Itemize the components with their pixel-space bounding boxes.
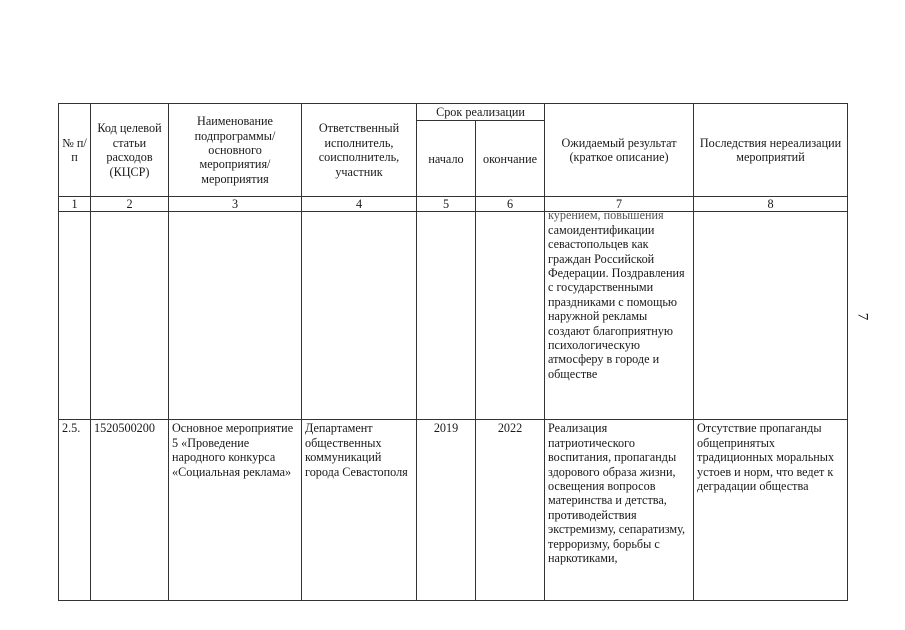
row-executor: [302, 212, 417, 420]
row-num: [59, 212, 91, 420]
header-result: Ожидаемый результат (краткое описание): [545, 104, 694, 197]
column-number: 7: [545, 197, 694, 212]
row-start: [417, 212, 476, 420]
header-consequences: Последствия нереализации мероприятий: [694, 104, 848, 197]
table-row: [59, 212, 848, 420]
column-number: 3: [169, 197, 302, 212]
page-number: 7: [854, 312, 871, 321]
row-end: 2022: [476, 420, 545, 601]
row-result-cut: курением, повышения: [548, 211, 664, 223]
row-name: Основное мероприятие 5 «Проведение народного конкурса «Социальная реклама»: [169, 420, 302, 601]
header-start: начало: [417, 121, 476, 197]
header-term-group: Срок реализации: [417, 104, 545, 121]
row-num: 2.5.: [59, 420, 91, 601]
column-number: 6: [476, 197, 545, 212]
table-row: [59, 420, 848, 601]
row-consequences: [694, 212, 848, 420]
row-code: 1520500200: [91, 420, 169, 601]
column-number: 1: [59, 197, 91, 212]
row-end: [476, 212, 545, 420]
column-number: 8: [694, 197, 848, 212]
program-table: [58, 103, 848, 601]
header-executor: Ответственный исполнитель, соисполнитель, участник: [302, 104, 417, 197]
header-row: [59, 104, 848, 121]
row-result: [545, 212, 694, 420]
header-num: № п/п: [59, 104, 91, 197]
row-name: [169, 212, 302, 420]
row-consequences: Отсутствие пропаганды общепринятых традиционных моральных устоев и норм, что ведет к деградации общества: [694, 420, 848, 601]
column-number: 5: [417, 197, 476, 212]
row-result: Реализация патриотического воспитания, пропаганды здорового образа жизни, освещения вопросов материнства и детства, противодействия экстремизму, сепаратизму, терроризму, борьбы с наркотиками,: [545, 420, 694, 601]
header-code: Код целевой статьи расходов (КЦСР): [91, 104, 169, 197]
header-name: Наименование подпрограммы/ основного мероприятия/ мероприятия: [169, 104, 302, 197]
row-start: 2019: [417, 420, 476, 601]
header-end: окончание: [476, 121, 545, 197]
column-number-row: [59, 197, 848, 212]
column-number: 2: [91, 197, 169, 212]
column-number: 4: [302, 197, 417, 212]
row-executor: Департамент общественных коммуникаций города Севастополя: [302, 420, 417, 601]
row-code: [91, 212, 169, 420]
row-result-text: самоидентификации севастопольцев как граждан Российской Федерации. Поздравления с государственными праздниками с помощью наружной рекламы создают благоприятную психологическую атмосферу в городе и обществе: [548, 222, 685, 381]
